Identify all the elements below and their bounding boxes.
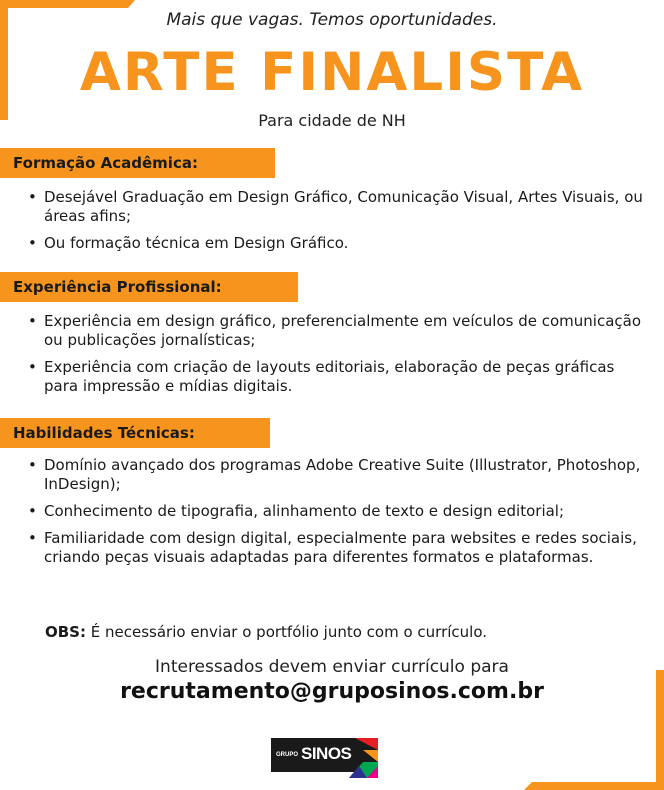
section-list-habilidades [0, 456, 664, 575]
job-title: ARTE FINALISTA [79, 42, 585, 103]
logo-sinos-text: SINOS [301, 744, 352, 763]
grupo-sinos-logo [271, 738, 378, 778]
logo-color-mark [349, 738, 378, 778]
tagline: Mais que vagas. Temos oportunidades. [166, 10, 498, 30]
list-item: • Desejável Graduação em Design Gráfico, Comunicação Visual, Artes Visuais, ou áreas afins; [0, 188, 664, 226]
contact-instructions: Interessados devem enviar currículo para [155, 657, 509, 677]
section-title: Formação Acadêmica: [13, 154, 198, 172]
list-item: • Experiência com criação de layouts editoriais, elaboração de peças gráficas para impressão e mídias digitais. [0, 358, 664, 396]
list-item: • Conhecimento de tipografia, alinhamento de texto e design editorial; [0, 502, 664, 521]
list-item: • Familiaridade com design digital, especialmente para websites e redes sociais, criando peças visuais adaptadas para diferentes formatos e plataformas. [0, 529, 664, 567]
list-item: • Experiência em design gráfico, preferencialmente em veículos de comunicação ou publicações jornalísticas; [0, 312, 664, 350]
logo-grupo-text: GRUPO [276, 752, 299, 758]
contact-email[interactable]: recrutamento@gruposinos.com.br [120, 679, 544, 704]
section-header-experiencia [0, 272, 298, 302]
section-header-formacao [0, 148, 275, 178]
obs-note [45, 623, 487, 641]
section-list-experiencia [0, 312, 664, 404]
job-location: Para cidade de NH [258, 111, 406, 130]
obs-text: É necessário enviar o portfólio junto com o currículo. [86, 623, 488, 641]
list-item: • Ou formação técnica em Design Gráfico. [0, 234, 664, 253]
section-header-habilidades [0, 418, 270, 448]
list-item: • Domínio avançado dos programas Adobe Creative Suite (Illustrator, Photoshop, InDesign); [0, 456, 664, 494]
section-title: Habilidades Técnicas: [13, 424, 195, 442]
section-title: Experiência Profissional: [13, 278, 222, 296]
section-list-formacao [0, 188, 664, 261]
obs-label: OBS: [45, 623, 86, 641]
